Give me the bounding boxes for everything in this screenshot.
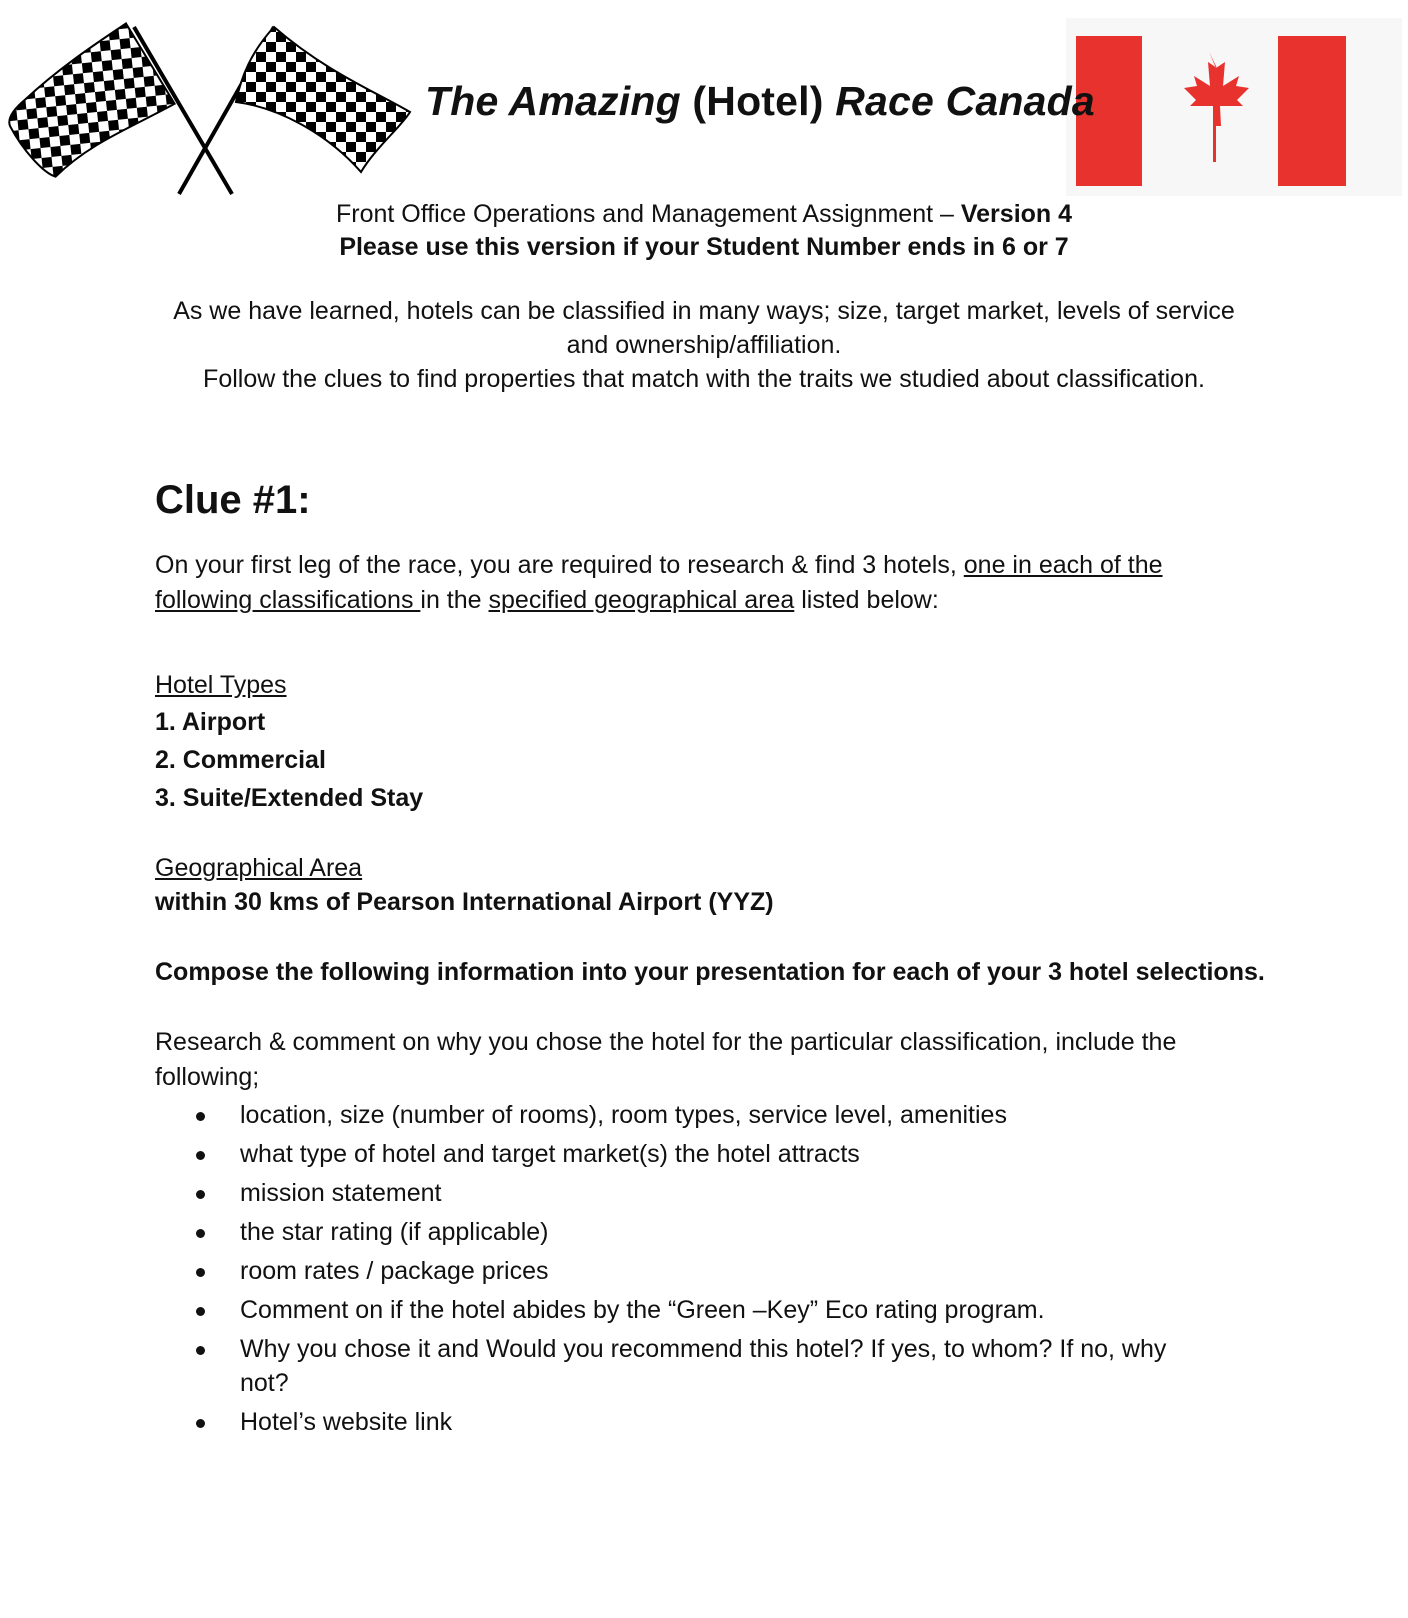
version-instruction: Please use this version if your Student Number ends in 6 or 7 — [339, 233, 1069, 261]
geo-area-value: within 30 kms of Pearson International Airport (YYZ) — [155, 888, 774, 916]
list-item: Hotel’s website link — [155, 1405, 1215, 1439]
checkered-flags-image — [6, 22, 416, 202]
bullet-icon — [196, 1190, 205, 1199]
list-item: what type of hotel and target market(s) the hotel attracts — [155, 1137, 1215, 1171]
list-item: mission statement — [155, 1176, 1215, 1210]
page-title: The Amazing (Hotel) Race Canada — [425, 78, 1095, 124]
bullet-icon — [196, 1419, 205, 1428]
list-item: the star rating (if applicable) — [155, 1215, 1215, 1249]
bullet-icon — [196, 1268, 205, 1277]
maple-leaf-icon — [1184, 52, 1249, 126]
list-item: Comment on if the hotel abides by the “Green –Key” Eco rating program. — [155, 1293, 1215, 1327]
research-instruction: Research & comment on why you chose the hotel for the particular classification, include the following; — [155, 1028, 1177, 1091]
bullet-icon — [196, 1151, 205, 1160]
canada-flag-image — [1066, 18, 1402, 196]
hotel-type-item: 2. Commercial — [155, 746, 326, 774]
clue-heading: Clue #1: — [155, 478, 311, 522]
list-item: Why you chose it and Would you recommend this hotel? If yes, to whom? If no, why not? — [155, 1332, 1215, 1400]
assignment-subtitle: Front Office Operations and Management Assignment – Version 4 — [335, 200, 1073, 228]
intro-line-1: As we have learned, hotels can be classified in many ways; size, target market, levels of service — [173, 297, 1235, 325]
bullet-icon — [196, 1307, 205, 1316]
bullet-icon — [196, 1112, 205, 1121]
list-item: room rates / package prices — [155, 1254, 1215, 1288]
list-item: location, size (number of rooms), room types, service level, amenities — [155, 1098, 1215, 1132]
requirements-list — [155, 1098, 1215, 1444]
hotel-type-item: 1. Airport — [155, 708, 266, 736]
intro-line-3: Follow the clues to find properties that match with the traits we studied about classification. — [203, 365, 1205, 393]
intro-line-2: and ownership/affiliation. — [566, 331, 842, 359]
clue-paragraph: On your first leg of the race, you are required to research & find 3 hotels, one in each of the following classifications in the specified geographical area listed below: — [155, 551, 1163, 614]
hotel-type-item: 3. Suite/Extended Stay — [155, 784, 424, 812]
geo-area-heading: Geographical Area — [155, 854, 363, 882]
bullet-icon — [196, 1229, 205, 1238]
bullet-icon — [196, 1346, 205, 1355]
hotel-types-heading: Hotel Types — [155, 671, 287, 699]
compose-instruction: Compose the following information into your presentation for each of your 3 hotel selections. — [155, 958, 1265, 986]
